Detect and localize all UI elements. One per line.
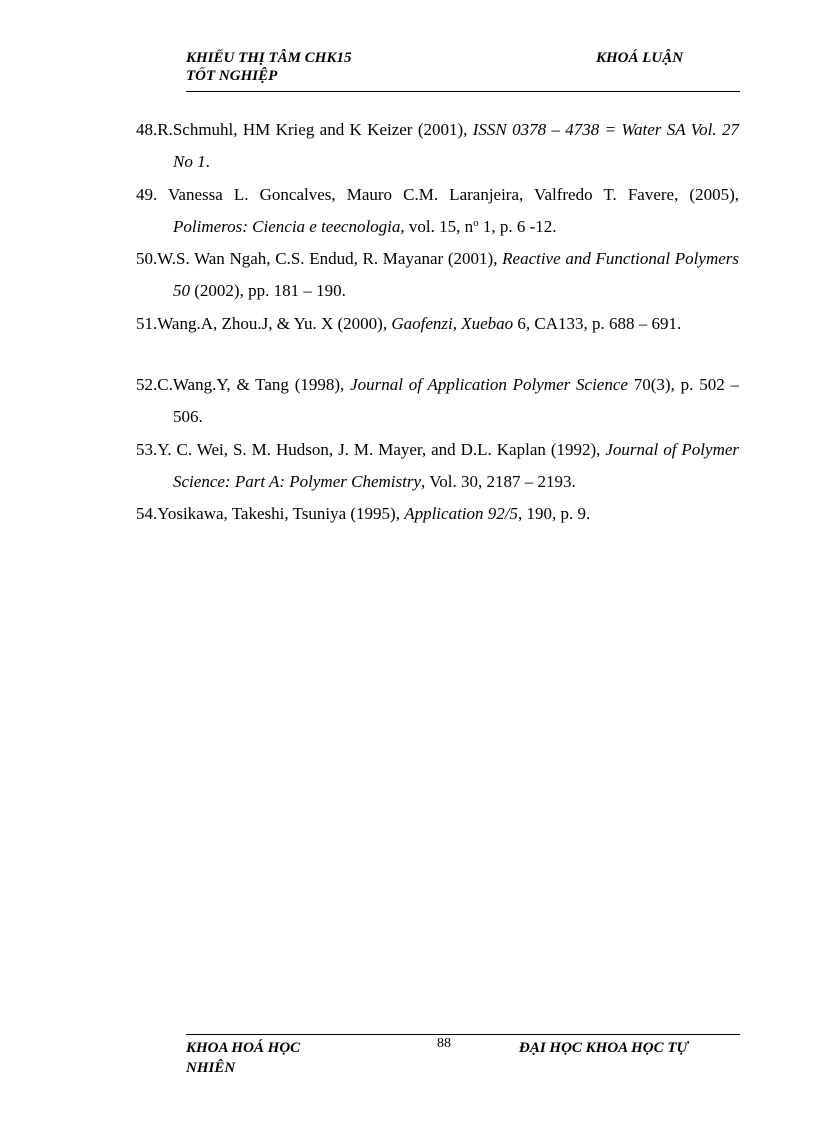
reference-text: .: [205, 152, 210, 172]
reference-text: 50.W.S. Wan Ngah, C.S. Endud, R. Mayanar (2001),: [136, 249, 503, 269]
reference-text: , Vol. 30, 2187 – 2193.: [421, 471, 576, 491]
reference-text: 70(3), p. 502 – 506.: [173, 375, 739, 427]
reference-item: [136, 308, 739, 340]
reference-source-title: Gaofenzi, Xuebao: [391, 313, 514, 333]
footer-faculty-continuation: NHIÊN: [186, 1060, 236, 1076]
reference-text: 52.C.Wang.Y, & Tang (1998),: [136, 375, 351, 395]
header-left: [186, 49, 351, 85]
reference-superscript: o: [473, 216, 479, 229]
reference-item: [136, 114, 739, 179]
reference-item: [136, 243, 739, 308]
reference-item: [136, 434, 739, 499]
page-header: [186, 49, 740, 92]
reference-source-title: Polimeros: Ciencia e teecnologia: [173, 216, 401, 236]
header-thesis-label: KHOÁ LUẬN: [596, 50, 684, 66]
reference-text: 53.Y. C. Wei, S. M. Hudson, J. M. Mayer, and D.L. Kaplan (1992),: [136, 439, 606, 459]
page-number: 88: [437, 1036, 451, 1051]
footer-left: [186, 1038, 366, 1078]
page-footer: [186, 1034, 740, 1085]
reference-source-title: Reactive and Functional Polymers 50: [173, 249, 739, 301]
reference-text: 48.R.Schmuhl, HM Krieg and K Keizer (2001),: [136, 120, 473, 139]
footer-faculty: KHOA HOÁ HỌC: [186, 1040, 301, 1056]
reference-list: [136, 114, 739, 531]
reference-text: , vol. 15, n: [400, 216, 474, 236]
reference-item: [136, 369, 739, 434]
header-author: KHIẾU THỊ TÂM CHK15: [186, 50, 352, 66]
footer-university: ĐẠI HỌC KHOA HỌC TỰ: [519, 1040, 689, 1056]
reference-source-title: Journal of Polymer Science: Part A: Polymer Chemistry: [173, 439, 740, 491]
reference-source-title: Journal of Application Polymer Science: [350, 375, 628, 395]
reference-text: , 190, p. 9.: [518, 504, 591, 524]
reference-text: 1, p. 6 -12.: [478, 216, 557, 236]
reference-item: [136, 498, 739, 530]
reference-text: (2002), pp. 181 – 190.: [190, 281, 346, 301]
reference-text: 51.Wang.A, Zhou.J, & Yu. X (2000),: [136, 313, 392, 333]
reference-source-title: Application 92/5: [404, 504, 518, 524]
reference-text: 54.Yosikawa, Takeshi, Tsuniya (1995),: [136, 504, 405, 524]
reference-item: [136, 179, 739, 244]
reference-text: 6, CA133, p. 688 – 691.: [513, 313, 682, 333]
header-author-continuation: TỐT NGHIỆP: [186, 68, 278, 84]
reference-text: 49. Vanessa L. Goncalves, Mauro C.M. Laranjeira, Valfredo T. Favere, (2005),: [136, 184, 739, 204]
reference-source-title: ISSN 0378 – 4738 = Water SA Vol. 27 No 1: [173, 120, 739, 172]
